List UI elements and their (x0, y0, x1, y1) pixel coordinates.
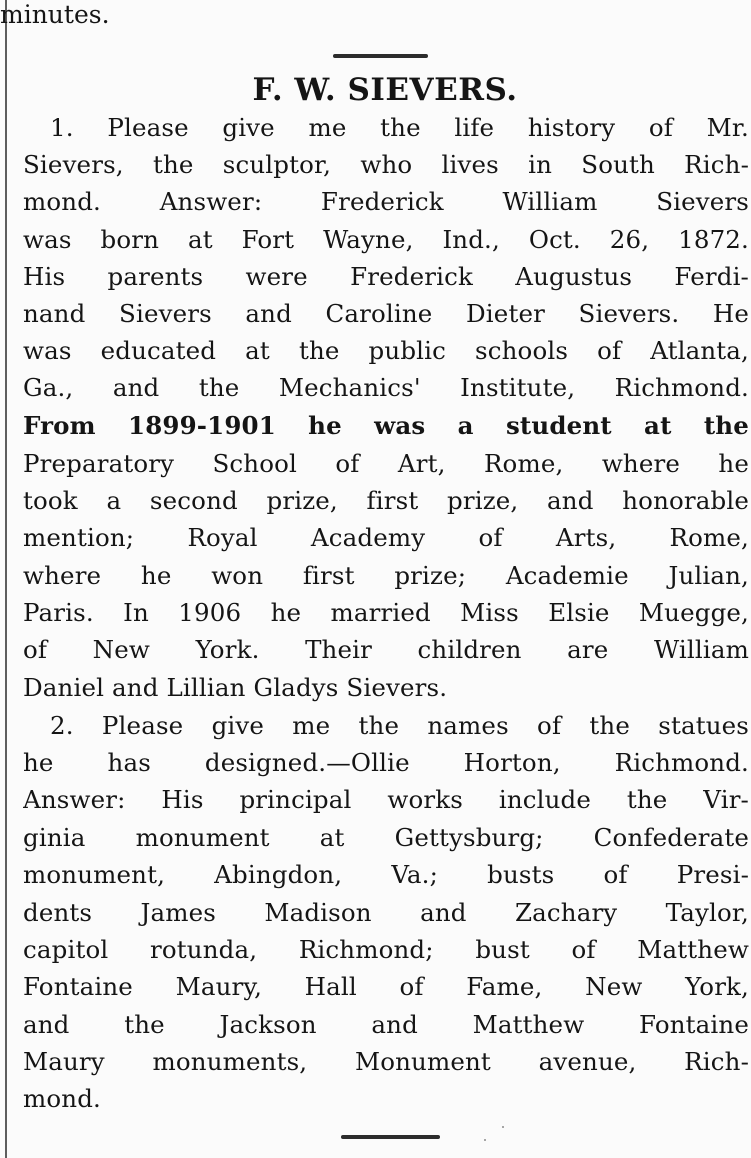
article-line-10: Preparatory School of Art, Rome, where he (23, 449, 749, 478)
article-line-24: Fontaine Maury, Hall of Fame, New York, (23, 972, 749, 1001)
article-line-19: Answer: His principal works include the Vir- (23, 785, 749, 814)
article-line-16: Daniel and Lillian Gladys Sievers. (23, 673, 448, 702)
article-line-27: mond. (23, 1084, 101, 1113)
article-heading: F. W. SIEVERS. (252, 72, 518, 108)
article-line-25: and the Jackson and Matthew Fontaine (23, 1010, 749, 1039)
article-line-14: Paris. In 1906 he married Miss Elsie Muegge, (23, 598, 749, 627)
article-line-1: 1. Please give me the life history of Mr. (50, 113, 749, 142)
article-line-7: was educated at the public schools of Atlanta, (23, 336, 749, 365)
print-speck (502, 1126, 504, 1128)
article-line-6: nand Sievers and Caroline Dieter Sievers. He (23, 299, 749, 328)
article-line-13: where he won first prize; Academie Julian, (23, 561, 749, 590)
article-line-15: of New York. Their children are William (23, 635, 749, 664)
article-line-22: dents James Madison and Zachary Taylor, (23, 898, 749, 927)
article-line-11: took a second prize, first prize, and honorable (23, 486, 749, 515)
previous-article-fragment: minutes. (0, 0, 110, 29)
article-line-5: His parents were Frederick Augustus Ferdi- (23, 262, 749, 291)
article-line-12: mention; Royal Academy of Arts, Rome, (23, 523, 749, 552)
article-line-26: Maury monuments, Monument avenue, Rich- (23, 1047, 749, 1076)
article-line-20: ginia monument at Gettysburg; Confederate (23, 823, 749, 852)
article-line-23: capitol rotunda, Richmond; bust of Matthew (23, 935, 749, 964)
article-line-9: From 1899-1901 he was a student at the (23, 411, 749, 440)
article-line-18: he has designed.—Ollie Horton, Richmond. (23, 748, 749, 777)
column-rule (5, 0, 7, 1158)
article-line-21: monument, Abingdon, Va.; busts of Presi- (23, 860, 749, 889)
section-divider-bottom (341, 1135, 440, 1139)
print-speck (484, 1139, 486, 1141)
article-line-17: 2. Please give me the names of the statues (50, 711, 749, 740)
article-line-3: mond. Answer: Frederick William Sievers (23, 187, 749, 216)
article-line-8: Ga., and the Mechanics' Institute, Richmond. (23, 373, 749, 402)
article-line-4: was born at Fort Wayne, Ind., Oct. 26, 1872. (23, 225, 749, 254)
article-line-2: Sievers, the sculptor, who lives in South Rich- (23, 150, 749, 179)
section-divider-top (333, 54, 428, 58)
